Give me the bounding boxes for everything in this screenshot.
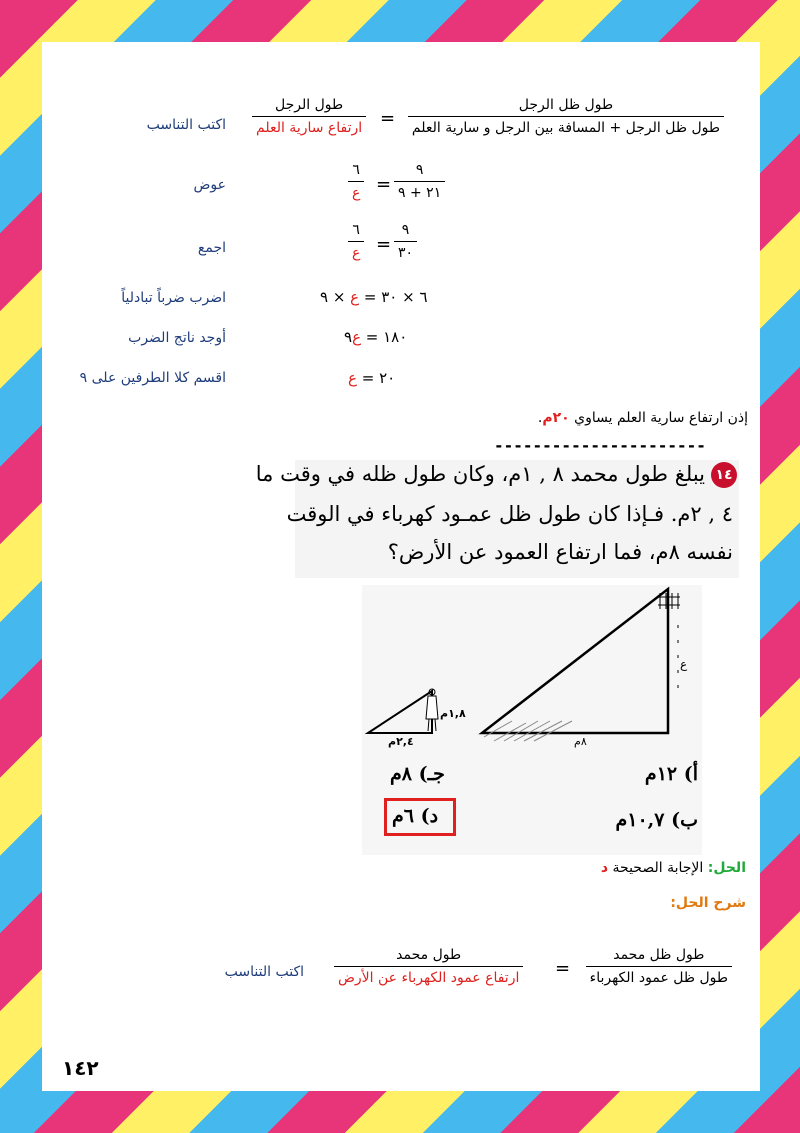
small-triangle xyxy=(368,691,432,733)
step3-left-fraction xyxy=(348,222,364,261)
large-height-label: ع xyxy=(680,657,688,671)
choice-c[interactable]: جـ) ٨م xyxy=(390,763,445,785)
step-label: اقسم كلا الطرفين على ٩ xyxy=(79,370,226,386)
question-line: ٤ , ٢م. فـإذا كان طول ظل عمـود كهرباء في الوقت xyxy=(286,502,733,526)
solution-answer: د xyxy=(600,860,609,876)
fraction-numerator: طول محمد xyxy=(396,947,462,963)
proportion-right-fraction-2 xyxy=(586,947,732,986)
conclusion-period: . xyxy=(537,410,543,426)
conclusion-sentence: إذن ارتفاع سارية العلم يساوي xyxy=(569,410,748,426)
fraction-denominator: ع xyxy=(352,245,361,261)
result-equation xyxy=(348,369,395,387)
cross-multiply-equation xyxy=(320,288,428,306)
large-triangle xyxy=(482,589,668,733)
fraction-numerator: ٦ xyxy=(352,222,360,238)
fraction-denominator: ع xyxy=(352,185,361,201)
equation-variable: ع xyxy=(352,328,362,346)
equation-left: ٦ × ٣٠ = xyxy=(359,288,428,306)
proportion-left-fraction xyxy=(252,97,366,136)
fraction-numerator: طول الرجل xyxy=(275,97,344,113)
fraction-denominator: ٣٠ xyxy=(398,245,414,261)
question-number-badge: ١٤ xyxy=(711,462,737,488)
equals-sign: = xyxy=(555,958,571,979)
step-label: اجمع xyxy=(197,240,226,256)
separator-dashes: ---------------------- xyxy=(494,436,706,455)
shadow-triangles-diagram xyxy=(362,585,702,745)
equation-variable: ع xyxy=(350,288,360,306)
equation-right: × ٩ xyxy=(320,288,351,306)
large-base-label: ٨م xyxy=(574,735,587,748)
equation-variable: ع xyxy=(348,369,357,387)
question-line: نفسه ٨م، فما ارتفاع العمود عن الأرض؟ xyxy=(387,540,733,564)
fraction-denominator: ٢١ + ٩ xyxy=(398,185,442,201)
step-label: عوض xyxy=(193,177,226,193)
ground-hatching xyxy=(484,721,572,741)
step3-right-fraction xyxy=(394,222,417,261)
step-label: أوجد ناتج الضرب xyxy=(128,330,226,346)
step2-right-fraction xyxy=(394,162,445,201)
fraction-numerator: ٩ xyxy=(415,162,424,178)
equation-left: ٢٠ = xyxy=(356,369,396,387)
page-number: ١٤٢ xyxy=(62,1056,99,1080)
step-label: اضرب ضرباً تبادلياً xyxy=(121,290,226,306)
proportion-right-fraction xyxy=(408,97,724,136)
conclusion-text xyxy=(538,410,748,426)
fraction-numerator: طول ظل الرجل xyxy=(518,97,614,113)
choice-d[interactable]: د) ٦م xyxy=(392,805,439,827)
step2-left-fraction xyxy=(348,162,364,201)
step-label: اكتب التناسب xyxy=(146,117,226,133)
equals-sign: = xyxy=(380,108,396,129)
equals-sign: = xyxy=(376,174,392,195)
question-box xyxy=(255,460,739,578)
fraction-denominator: ارتفاع سارية العلم xyxy=(256,120,363,136)
solution-line xyxy=(601,860,746,876)
choice-b[interactable]: ب) ١٠,٧م xyxy=(615,809,698,831)
explanation-label: شرح الحل: xyxy=(670,895,746,911)
question-line: يبلغ طول محمد ٨ , ١م، وكان طول ظله في وقت ما xyxy=(255,462,705,486)
conclusion-value: ٢٠م xyxy=(542,410,570,426)
fraction-denominator: ارتفاع عمود الكهرباء عن الأرض xyxy=(338,970,520,986)
fraction-denominator: طول ظل عمود الكهرباء xyxy=(589,970,728,986)
small-base-label: ٢,٤م xyxy=(388,735,414,748)
choice-a[interactable]: أ) ١٢م xyxy=(644,763,698,785)
fraction-denominator: طول ظل الرجل + المسافة بين الرجل و سارية العلم xyxy=(411,120,720,136)
proportion-left-fraction-2 xyxy=(334,947,523,986)
solution-label: الحل: xyxy=(707,860,746,876)
small-height-label: ١,٨م xyxy=(440,707,466,720)
equation-right: ٩ xyxy=(344,328,353,346)
equals-sign: = xyxy=(376,234,392,255)
step-label: اكتب التناسب xyxy=(224,964,304,980)
fraction-numerator: ٩ xyxy=(401,222,410,238)
solution-text: الإجابة الصحيحة xyxy=(608,860,708,876)
figure-area xyxy=(362,585,702,855)
fraction-numerator: ٦ xyxy=(352,162,360,178)
product-equation xyxy=(344,328,407,346)
equation-left: ١٨٠ = xyxy=(361,328,408,346)
page xyxy=(42,42,760,1091)
fraction-numerator: طول ظل محمد xyxy=(613,947,705,963)
